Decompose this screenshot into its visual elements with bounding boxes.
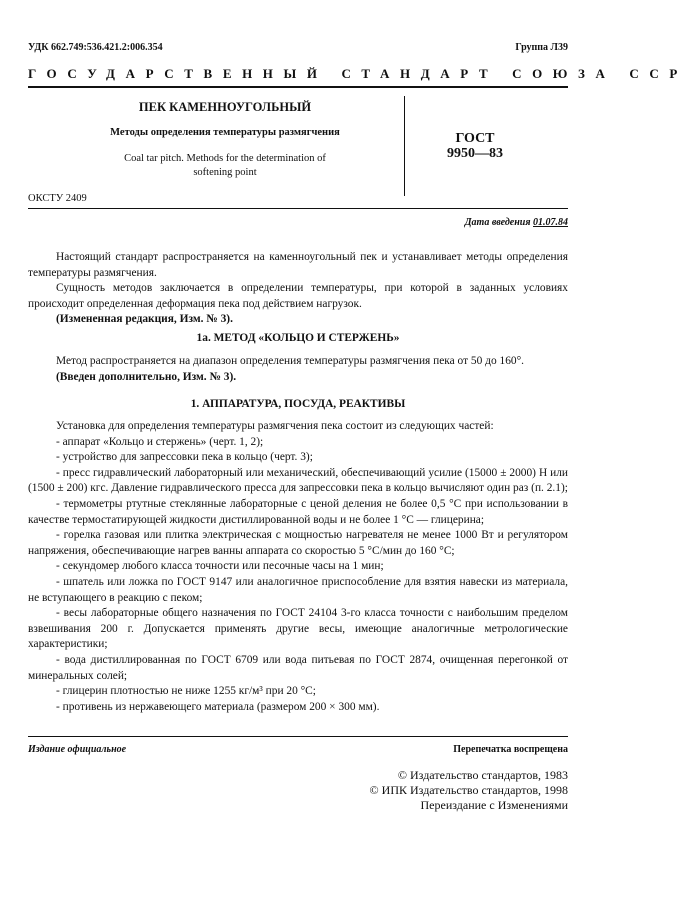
list-item: - глицерин плотностью не ниже 1255 кг/м³ при 20 °С; xyxy=(56,685,316,698)
equipment-list xyxy=(28,419,568,715)
list-item: - устройство для запрессовки пека в кольцо (черт. 3); xyxy=(56,451,313,464)
list-item: - вода дистиллированная по ГОСТ 6709 или вода питьевая по ГОСТ 2874, очищенная перегонкой от минеральных солей; xyxy=(28,653,568,682)
section-1a-heading: 1а. МЕТОД «КОЛЬЦО И СТЕРЖЕНЬ» xyxy=(196,332,400,344)
intro-paragraph-2: Сущность методов заключается в определении температуры, при которой в заданных условиях происходит определенная деформация пека под действием нагрузок. xyxy=(28,282,568,310)
list-item: - секундомер любого класса точности или песочные часы на 1 мин; xyxy=(56,560,384,573)
intro-amendment-note: (Измененная редакция, Изм. № 3). xyxy=(56,313,233,326)
gost-number: 9950—83 xyxy=(447,146,503,161)
english-title-line1: Coal tar pitch. Methods for the determination of xyxy=(124,153,326,164)
copyright-block xyxy=(370,768,568,813)
official-edition: Издание официальное xyxy=(28,744,127,755)
section-1-heading: 1. АППАРАТУРА, ПОСУДА, РЕАКТИВЫ xyxy=(190,398,406,410)
effective-date-value: 01.07.84 xyxy=(533,217,568,228)
list-item: - термометры ртутные стеклянные лабораторные с ценой деления не более 0,5 °С при использовании в качестве термостатирующей жидкости дистиллированной воды и не более 1 °С — глицерина; xyxy=(28,497,568,526)
list-item: - шпатель или ложка по ГОСТ 9147 или аналогичное приспособление для взятия навески из материала, не вступающего в реакцию с пеком; xyxy=(28,575,568,604)
standard-title: ПЕК КАМЕННОУГОЛЬНЫЙ xyxy=(138,100,312,114)
copyright-line-2: © ИПК Издательство стандартов, 1998 xyxy=(369,783,568,797)
list-item: - противень из нержавеющего материала (размером 200 × 300 мм). xyxy=(56,700,380,713)
effective-date-label: Дата введения xyxy=(464,217,531,228)
section-1a-paragraph: Метод распространяется на диапазон определения температуры размягчения пека от 50 до 160°. xyxy=(56,355,524,367)
footer-rule xyxy=(28,736,568,737)
title-divider xyxy=(404,96,405,196)
banner-title: ГОСУДАРСТВЕННЫЙ СТАНДАРТ СОЮЗА ССР xyxy=(28,66,688,81)
list-item: - горелка газовая или плитка электрическая с мощностью нагревателя не менее 1000 Вт и регулятором напряжения, обеспечивающие нагрев ванны аппарата со скоростью 5 °С/мин до 160 °С; xyxy=(28,529,568,557)
list-item: - пресс гидравлический лабораторный или механический, обеспечивающий усилие (15000 ± 2000) Н или (1500 ± 200) кгс. Давление гидравлического пресса для запрессовки пека в кольцо вычисляют один раз (п. 2.1); xyxy=(28,466,568,495)
section-1a-amendment-note: (Введен дополнительно, Изм. № 3). xyxy=(56,370,237,383)
okstu-code: ОКСТУ 2409 xyxy=(28,193,87,204)
reissue-note: Переиздание с Изменениями xyxy=(420,798,568,812)
list-item: - весы лабораторные общего назначения по ГОСТ 24104 3-го класса точности с наибольшим пределом взвешивания 200 г. Допускается применять другие весы, имеющие аналогичные метрологические характеристики; xyxy=(28,607,568,651)
list-item: - аппарат «Кольцо и стержень» (черт. 1, 2); xyxy=(56,435,264,448)
standard-subtitle: Методы определения температуры размягчения xyxy=(110,127,340,138)
intro-paragraph-1: Настоящий стандарт распространяется на каменноугольный пек и устанавливает методы определения температуры размягчения. xyxy=(28,251,568,279)
effective-date xyxy=(465,217,568,228)
group-code: Группа Л39 xyxy=(515,42,568,53)
copyright-line-1: © Издательство стандартов, 1983 xyxy=(397,768,568,782)
gost-label: ГОСТ xyxy=(455,131,495,146)
section-1a-block xyxy=(28,354,568,385)
english-title-line2: softening point xyxy=(193,167,257,178)
equipment-lead: Установка для определения температуры размягчения пека состоит из следующих частей: xyxy=(56,420,494,432)
udk-code: УДК 662.749:536.421.2:006.354 xyxy=(28,42,163,53)
reprint-prohibited: Перепечатка воспрещена xyxy=(453,744,568,755)
title-rule xyxy=(28,208,568,209)
intro-block xyxy=(28,250,568,328)
banner-rule xyxy=(28,86,568,88)
